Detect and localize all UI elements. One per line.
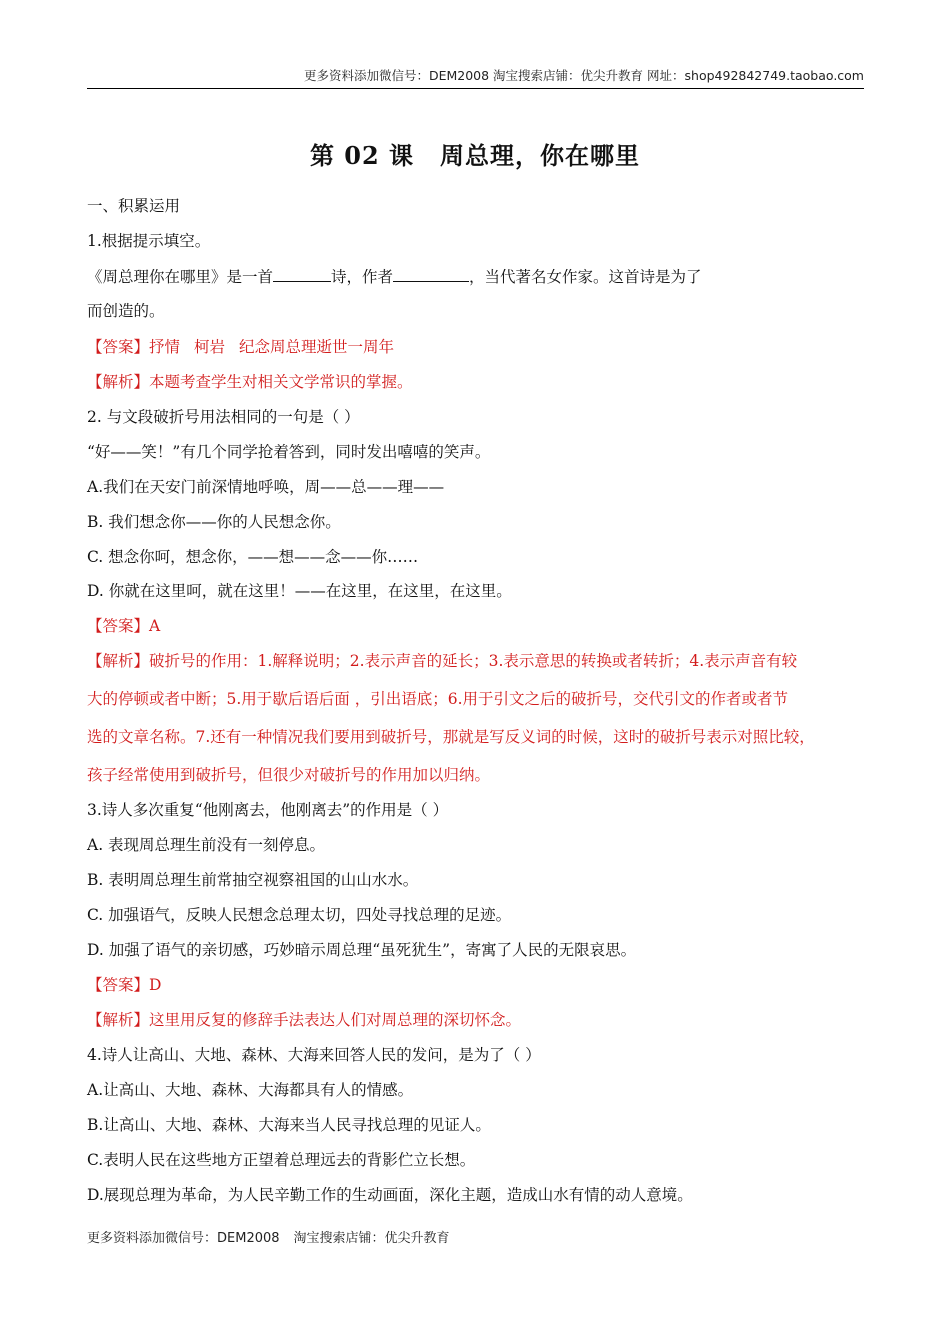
- question-3-option-d: D. 加强了语气的亲切感，巧妙暗示周总理“虽死犹生”，寄寓了人民的无限哀思。: [87, 941, 637, 959]
- question-2-analysis-line-1: 【解析】破折号的作用：1.解释说明；2.表示声音的延长；3.表示意思的转换或者转折；4.表示声音有较: [87, 652, 798, 670]
- question-1-answer: 【答案】抒情 柯岩 纪念周总理逝世一周年: [87, 338, 395, 356]
- header-divider: [87, 88, 864, 89]
- question-4-option-b: B.让高山、大地、森林、大海来当人民寻找总理的见证人。: [87, 1116, 491, 1134]
- question-2-answer: 【答案】A: [87, 617, 161, 635]
- question-3-option-b: B. 表明周总理生前常抽空视察祖国的山山水水。: [87, 871, 419, 889]
- question-2-option-a: A.我们在天安门前深情地呼唤，周——总——理——: [87, 478, 445, 496]
- question-1-text-cont: 而创造的。: [87, 302, 165, 320]
- question-4-option-a: A.让高山、大地、森林、大海都具有人的情感。: [87, 1081, 414, 1099]
- question-2-option-d: D. 你就在这里呵，就在这里！——在这里，在这里，在这里。: [87, 582, 512, 600]
- lesson-name: 周总理，你在哪里: [440, 141, 641, 170]
- question-2-analysis-line-2: 大的停顿或者中断；5.用于歇后语后面 ，引出语底；6.用于引文之后的破折号，交代引文的作者或者节: [87, 690, 789, 708]
- question-3-stem: 3.诗人多次重复“他刚离去，他刚离去”的作用是（ ）: [87, 801, 449, 819]
- question-2-analysis-line-4: 孩子经常使用到破折号，但很少对破折号的作用加以归纳。: [87, 766, 491, 784]
- section-heading: 一、积累运用: [87, 197, 181, 215]
- question-2-option-b: B. 我们想念你——你的人民想念你。: [87, 513, 341, 531]
- fill-blank-1: [273, 267, 331, 282]
- question-4-stem: 4.诗人让高山、大地、森林、大海来回答人民的发问，是为了（ ）: [87, 1046, 541, 1064]
- question-3-option-c: C. 加强语气，反映人民想念总理太切，四处寻找总理的足迹。: [87, 906, 512, 924]
- lesson-number: 第 02 课: [309, 141, 415, 170]
- page-title: [0, 136, 950, 171]
- question-3-option-a: A. 表现周总理生前没有一刻停息。: [87, 836, 326, 854]
- question-2-option-c: C. 想念你呵，想念你，——想——念——你……: [87, 548, 419, 566]
- question-3-analysis: 【解析】这里用反复的修辞手法表达人们对周总理的深切怀念。: [87, 1011, 522, 1029]
- question-4-option-c: C.表明人民在这些地方正望着总理远去的背影伫立长想。: [87, 1151, 476, 1169]
- question-4-option-d: D.展现总理为革命，为人民辛勤工作的生动画面，深化主题，造成山水有情的动人意境。: [87, 1186, 693, 1204]
- question-3-answer: 【答案】D: [87, 976, 162, 994]
- page-footer: 更多资料添加微信号：DEM2008 淘宝搜索店铺：优尖升教育: [87, 1231, 450, 1246]
- question-2-quote: “好——笑！”有几个同学抢着答到，同时发出嘻嘻的笑声。: [87, 443, 491, 461]
- question-1-stem: 1.根据提示填空。: [87, 232, 211, 250]
- page-header: 更多资料添加微信号：DEM2008 淘宝搜索店铺：优尖升教育 网址：shop492842749.taobao.com: [303, 68, 864, 83]
- question-1-analysis: 【解析】本题考查学生对相关文学常识的掌握。: [87, 373, 413, 391]
- question-1-text: 《周总理你在哪里》是一首 诗，作者 ，当代著名女作家。这首诗是为了: [87, 268, 702, 286]
- fill-blank-2: [393, 267, 469, 282]
- question-2-stem: 2. 与文段破折号用法相同的一句是（ ）: [87, 408, 360, 426]
- question-2-analysis-line-3: 选的文章名称。7.还有一种情况我们要用到破折号，那就是写反义词的时候，这时的破折号表示对照比较，: [87, 728, 815, 746]
